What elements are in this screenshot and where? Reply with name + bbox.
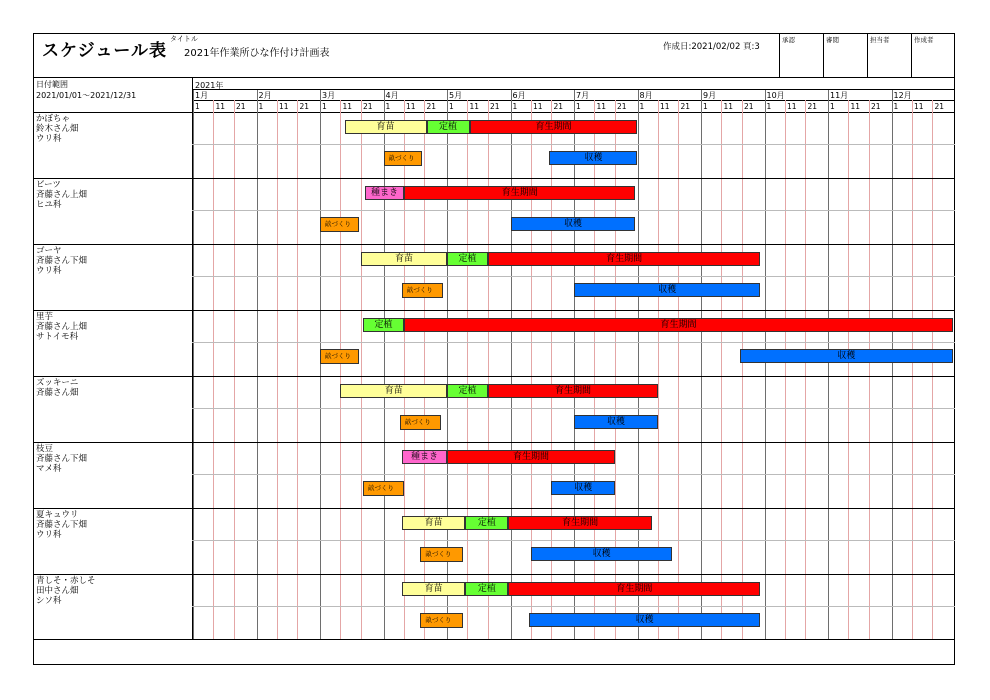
day-gridline [805,100,806,639]
crop-label: 斉藤さん上畑 [36,190,88,200]
month-gridline [511,90,512,639]
month-label: 8月 [639,91,653,100]
day-tick-label: 21 [934,102,944,111]
day-tick-label: 21 [489,102,500,111]
day-gridline [488,100,489,639]
day-tick-label: 11 [913,102,924,111]
crop-label: 枝豆 [36,444,54,454]
row-divider [33,376,955,377]
approval-label: 承認 [782,36,795,44]
crop-label: ウリ科 [36,266,62,276]
phase-bar: 定植 [363,318,404,332]
lane-divider [192,144,955,145]
crop-label: 斉藤さん畑 [36,388,79,398]
lane-divider [192,408,955,409]
day-tick-label: 1 [639,102,645,111]
day-tick-label: 1 [703,102,708,111]
date-range-label: 日付範囲 [36,80,68,89]
year-label: 2021年 [195,81,224,90]
phase-bar: 育生期間 [404,318,953,332]
approval-box-author [911,33,955,77]
crop-label: 斉藤さん下畑 [36,256,88,266]
date-range-value: 2021/01/01～2021/12/31 [36,91,137,100]
day-tick-label: 21 [362,102,373,111]
day-tick-label: 21 [235,102,246,111]
crop-label: ウリ科 [36,134,62,144]
crop-label: マメ科 [36,464,62,474]
row-divider [33,508,955,509]
month-gridline [892,90,893,639]
crop-label: 斉藤さん下畑 [36,520,88,530]
day-gridline [742,100,743,639]
day-tick-label: 1 [385,102,391,111]
day-gridline [678,100,679,639]
divider [33,112,955,113]
month-gridline [257,90,258,639]
day-gridline [932,100,933,639]
page-title: スケジュール表 [42,41,167,61]
month-label: 10月 [766,91,785,100]
month-label: 7月 [576,91,590,100]
phase-bar: 畝づくり [402,283,443,298]
day-tick-label: 21 [553,102,563,111]
divider [33,77,955,78]
day-tick-label: 1 [830,102,835,111]
approval-label: 審閲 [826,36,839,44]
lane-divider [192,210,955,211]
day-tick-label: 11 [659,102,670,111]
day-tick-label: 11 [405,102,416,111]
day-gridline [277,100,278,639]
day-gridline [848,100,849,639]
phase-bar: 畝づくり [420,547,463,562]
phase-bar: 育生期間 [488,252,760,266]
day-tick-label: 21 [299,102,309,111]
day-tick-label: 11 [786,102,797,111]
crop-label: 夏キュウリ [36,510,79,520]
crop-label: 田中さん畑 [36,586,79,596]
phase-bar: 収穫 [574,415,658,429]
month-label: 1月 [195,91,209,100]
approval-box-approve [779,33,823,77]
approval-box-review [823,33,867,77]
day-gridline [467,100,468,639]
day-tick-label: 1 [322,102,327,111]
month-label: 4月 [385,91,399,100]
phase-bar: 収穫 [549,151,637,165]
month-label: 5月 [449,91,463,100]
lane-divider [192,276,955,277]
phase-bar: 育生期間 [447,450,615,464]
day-gridline [721,100,722,639]
schedule-name: 2021年作業所ひな作付け計画表 [184,48,330,59]
phase-bar: 収穫 [529,613,760,627]
lane-divider [192,474,955,475]
phase-bar: 畝づくり [420,613,463,628]
day-tick-label: 1 [449,102,454,111]
month-label: 2月 [258,91,272,100]
crop-label: 斉藤さん上畑 [36,322,88,332]
month-gridline [384,90,385,639]
row-divider [33,442,955,443]
phase-bar: 育生期間 [508,582,760,596]
month-gridline [320,90,321,639]
day-tick-label: 1 [576,102,581,111]
phase-bar: 種まき [402,450,447,464]
day-tick-label: 11 [596,102,607,111]
approval-label: 作成者 [914,36,934,44]
day-tick-label: 21 [807,102,817,111]
day-gridline [785,100,786,639]
phase-bar: 畝づくり [320,217,359,232]
day-tick-label: 11 [532,102,543,111]
day-tick-label: 11 [469,102,480,111]
crop-label: ズッキーニ [36,378,79,388]
title-caption: タイトル [170,35,198,43]
phase-bar: 育苗 [402,582,466,596]
lane-divider [192,342,955,343]
day-tick-label: 21 [743,102,754,111]
phase-bar: 畝づくり [320,349,359,364]
month-gridline [701,90,702,639]
month-label: 9月 [703,91,717,100]
crop-label: ゴーヤ [36,246,62,256]
day-tick-label: 21 [426,102,436,111]
day-gridline [404,100,405,639]
day-tick-label: 11 [723,102,734,111]
phase-bar: 定植 [427,120,470,134]
day-gridline [340,100,341,639]
crop-label: 青しそ・赤しそ [36,576,96,586]
day-tick-label: 21 [616,102,627,111]
phase-bar: 育苗 [402,516,466,530]
crop-label: ビーツ [36,180,61,190]
phase-bar: 育生期間 [404,186,635,200]
month-gridline [193,90,194,639]
day-tick-label: 11 [342,102,353,111]
month-label: 3月 [322,91,336,100]
phase-bar: 畝づくり [400,415,441,430]
lane-divider [192,606,955,607]
day-tick-label: 11 [215,102,226,111]
phase-bar: 定植 [447,384,488,398]
day-gridline [234,100,235,639]
divider [33,639,955,640]
day-tick-label: 21 [870,102,881,111]
phase-bar: 収穫 [511,217,636,231]
day-tick-label: 21 [680,102,690,111]
phase-bar: 育苗 [361,252,447,266]
approval-box-owner [867,33,911,77]
crop-label: 鈴木さん畑 [36,124,79,134]
phase-bar: 育苗 [345,120,427,134]
day-gridline [297,100,298,639]
day-tick-label: 1 [512,102,518,111]
row-divider [33,178,955,179]
crop-label: シソ科 [36,596,62,606]
crop-label: かぼちゃ [36,114,71,124]
phase-bar: 畝づくり [363,481,404,496]
phase-bar: 収穫 [740,349,953,363]
phase-bar: 育生期間 [508,516,651,530]
phase-bar: 育生期間 [488,384,658,398]
month-label: 12月 [893,91,912,100]
crop-label: 里芋 [36,312,54,322]
phase-bar: 定植 [465,516,508,530]
row-divider [33,310,955,311]
phase-bar: 収穫 [551,481,615,495]
day-tick-label: 1 [258,102,264,111]
phase-bar: 畝づくり [384,151,423,166]
day-tick-label: 1 [893,102,899,111]
row-divider [33,574,955,575]
crop-label: ウリ科 [36,530,62,540]
created-date: 作成日:2021/02/02 頁:3 [663,42,760,52]
month-gridline [828,90,829,639]
lane-divider [192,540,955,541]
month-label: 11月 [830,91,849,100]
phase-bar: 収穫 [574,283,760,297]
crop-label: ヒユ科 [36,200,62,210]
phase-bar: 育生期間 [470,120,638,134]
month-gridline [765,90,766,639]
phase-bar: 育苗 [340,384,447,398]
approval-label: 担当者 [870,36,890,44]
month-label: 6月 [512,91,526,100]
day-gridline [869,100,870,639]
crop-label: 斉藤さん下畑 [36,454,88,464]
day-tick-label: 11 [278,102,289,111]
phase-bar: 種まき [365,186,404,200]
day-gridline [361,100,362,639]
phase-bar: 収穫 [531,547,672,561]
day-tick-label: 1 [766,102,772,111]
crop-label: サトイモ科 [36,332,79,342]
row-divider [33,244,955,245]
phase-bar: 定植 [465,582,508,596]
phase-bar: 定植 [447,252,488,266]
day-gridline [912,100,913,639]
day-tick-label: 1 [195,102,200,111]
day-gridline [213,100,214,639]
day-tick-label: 11 [850,102,861,111]
